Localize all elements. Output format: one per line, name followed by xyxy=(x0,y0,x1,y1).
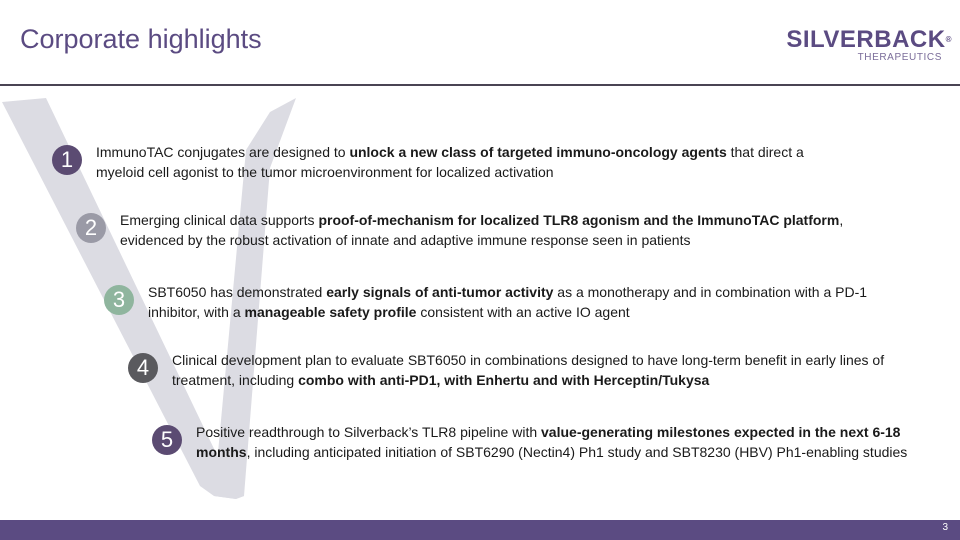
highlight-item-3 xyxy=(104,285,874,322)
highlight-text: ImmunoTAC conjugates are designed to unlock a new class of targeted immuno-oncology agents that direct a myeloid cell agonist to the tumor microenvironment for localized activation xyxy=(96,144,804,180)
logo-wordmark: SILVERBACK xyxy=(786,26,946,53)
company-logo xyxy=(786,28,952,64)
page-title: Corporate highlights xyxy=(20,24,262,54)
highlight-text: SBT6050 has demonstrated early signals of anti-tumor activity as a monotherapy and in combination with a PD-1 inhibitor, with a manageable safety profile consistent with an active IO agent xyxy=(148,284,868,320)
header-divider xyxy=(0,84,960,86)
number-badge: 4 xyxy=(128,353,158,383)
highlight-text: Positive readthrough to Silverback’s TLR8 pipeline with value-generating milestones expected in the next 6-18 months, including anticipated initiation of SBT6290 (Nectin4) Ph1 study and SBT8230 (HBV) Ph1-enabling studies xyxy=(196,424,908,460)
logo-subtitle: THERAPEUTICS xyxy=(857,52,942,63)
page-number: 3 xyxy=(942,522,948,533)
highlight-text: Emerging clinical data supports proof-of-mechanism for localized TLR8 agonism and the ImmunoTAC platform, evidenced by the robust activation of innate and adaptive immune response seen in patients xyxy=(120,212,844,248)
footer-bar xyxy=(0,520,960,540)
highlight-item-2 xyxy=(76,213,876,250)
highlight-item-4 xyxy=(128,353,918,390)
number-badge: 2 xyxy=(76,213,106,243)
highlight-text: Clinical development plan to evaluate SBT6050 in combinations designed to have long-term benefit in early lines of treatment, including combo with anti-PD1, with Enhertu and with Herceptin/Tukysa xyxy=(172,352,885,388)
logo-registered-mark: ® xyxy=(945,35,952,44)
number-badge: 5 xyxy=(152,425,182,455)
number-badge: 1 xyxy=(52,145,82,175)
number-badge: 3 xyxy=(104,285,134,315)
highlight-item-5 xyxy=(152,425,942,462)
highlight-item-1 xyxy=(52,145,822,182)
